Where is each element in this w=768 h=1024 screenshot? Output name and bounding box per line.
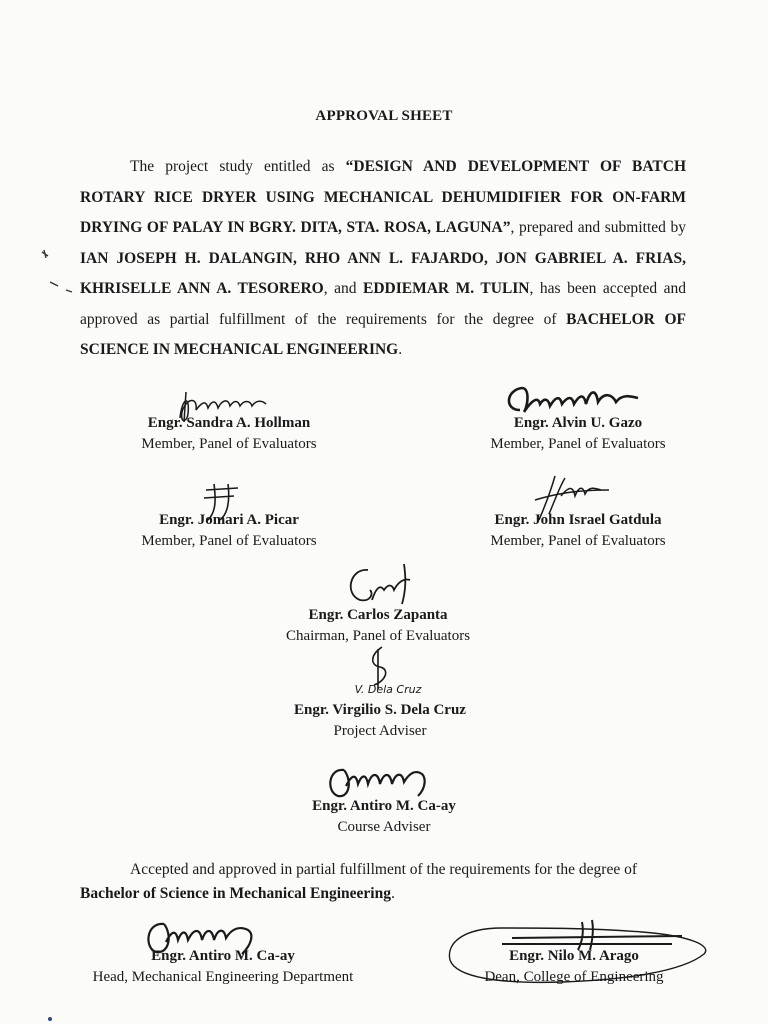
signatory-name: Engr. John Israel Gatdula — [494, 512, 662, 528]
signatory-role: Head, Mechanical Engineering Department — [92, 969, 354, 985]
signatory-name: Engr. Antiro M. Ca-ay — [151, 948, 295, 964]
signatory-name: Engr. Sandra A. Hollman — [147, 415, 311, 431]
signatory-role: Member, Panel of Evaluators — [141, 436, 317, 452]
signatory-gazo — [468, 413, 688, 455]
signatory-arago — [468, 946, 680, 988]
authors-list: IAN JOSEPH H. DALANGIN, RHO ANN L. FAJARDO, JON GABRIEL A. FRIAS, KHRISELLE ANN A. TESORERO — [80, 249, 686, 297]
para-intro: The project study entitled as — [130, 158, 346, 175]
para-end: . — [398, 341, 403, 358]
para-and: , and — [323, 280, 364, 297]
signatory-hollman — [120, 413, 338, 455]
signatory-caay-course — [284, 796, 484, 838]
degree-name: BACHELOR OF SCIENCE IN MECHANICAL ENGINEERING — [80, 310, 686, 358]
signatory-role: Dean, College of Engineering — [484, 969, 664, 985]
acceptance-end: . — [390, 885, 395, 902]
signatory-name: Engr. Jomari A. Picar — [159, 512, 299, 528]
signatory-name: Engr. Alvin U. Gazo — [513, 415, 643, 431]
signatory-role: Member, Panel of Evaluators — [141, 533, 317, 549]
signatory-delacruz — [268, 700, 492, 742]
acceptance-text: Accepted and approved in partial fulfillment of the requirements for the degree of — [130, 861, 637, 878]
signatory-gatdula — [468, 510, 688, 552]
para-accepted: , has been accepted and approved as partial fulfillment of the requirements for the degree of — [80, 280, 687, 328]
signatory-name: Engr. Nilo M. Arago — [509, 948, 639, 964]
acceptance-paragraph — [80, 858, 686, 906]
scan-speck — [46, 1014, 56, 1024]
signatory-picar — [118, 510, 340, 552]
para-prepared: , prepared and submitted by — [510, 219, 687, 236]
signature-delacruz-handwritten: V. Dela Cruz — [354, 683, 422, 696]
signatory-role: Member, Panel of Evaluators — [490, 436, 666, 452]
signatory-role: Chairman, Panel of Evaluators — [285, 628, 471, 644]
signatory-caay-head — [70, 946, 376, 988]
signatory-name: Engr. Virgilio S. Dela Cruz — [294, 702, 466, 718]
signatory-name: Engr. Carlos Zapanta — [308, 607, 448, 623]
study-title: “DESIGN AND DEVELOPMENT OF BATCH ROTARY RICE DRYER USING MECHANICAL DEHUMIDIFIER FOR ON-FARM DRYING OF PALAY IN BGRY. DITA, STA. ROSA, LAGUNA” — [80, 158, 686, 236]
approval-paragraph — [80, 152, 686, 366]
acceptance-degree: Bachelor of Science in Mechanical Engineering — [80, 885, 391, 902]
authors-last: EDDIEMAR M. TULIN — [363, 280, 530, 297]
document-title: APPROVAL SHEET — [315, 108, 453, 124]
signatory-zapanta — [264, 605, 492, 647]
signature-zapanta — [340, 560, 430, 610]
signatory-role: Member, Panel of Evaluators — [490, 533, 666, 549]
signatory-role: Course Adviser — [337, 819, 431, 835]
scan-speck — [36, 246, 76, 296]
signatory-name: Engr. Antiro M. Ca-ay — [312, 798, 456, 814]
signatory-role: Project Adviser — [333, 723, 427, 739]
